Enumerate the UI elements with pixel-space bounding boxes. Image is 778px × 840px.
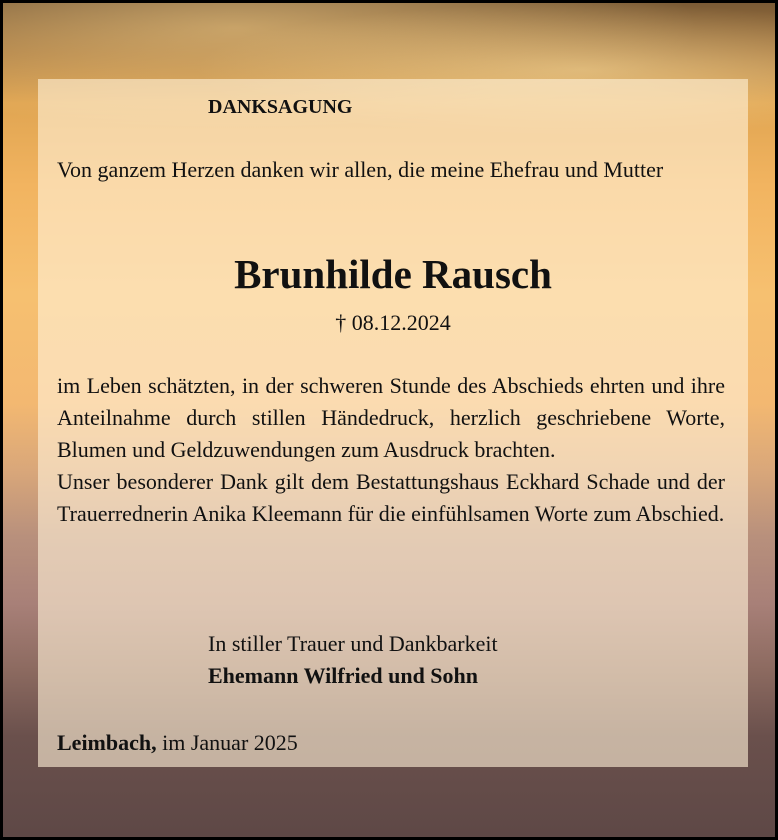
place: Leimbach, <box>57 730 157 755</box>
death-date: † 08.12.2024 <box>335 310 451 335</box>
heading: DANKSAGUNG <box>208 96 353 118</box>
paragraph-special-thanks: Unser besonderer Dank gilt dem Bestattungshaus Eckhard Schade und der Trauerrednerin Anika Kleemann für die einfühlsamen Worte zum Abschied. <box>57 469 725 526</box>
signatories: Ehemann Wilfried und Sohn <box>208 663 479 688</box>
place-date <box>57 727 725 759</box>
intro-text: Von ganzem Herzen danken wir allen, die meine Ehefrau und Mutter <box>57 157 664 182</box>
paragraph-thanks: im Leben schätzten, in der schweren Stunde des Abschieds ehrten und ihre Anteilnahme durch stillen Händedruck, herzlich geschriebene Worte, Blumen und Geldzuwendungen zum Ausdruck brachten. <box>57 373 725 462</box>
body-text <box>57 370 725 530</box>
closing <box>208 628 708 692</box>
closing-line: In stiller Trauer und Dankbarkeit <box>208 631 498 656</box>
deceased-name: Brunhilde Rausch <box>234 251 552 297</box>
date-text: im Januar 2025 <box>156 730 298 755</box>
notice-panel <box>38 79 748 767</box>
